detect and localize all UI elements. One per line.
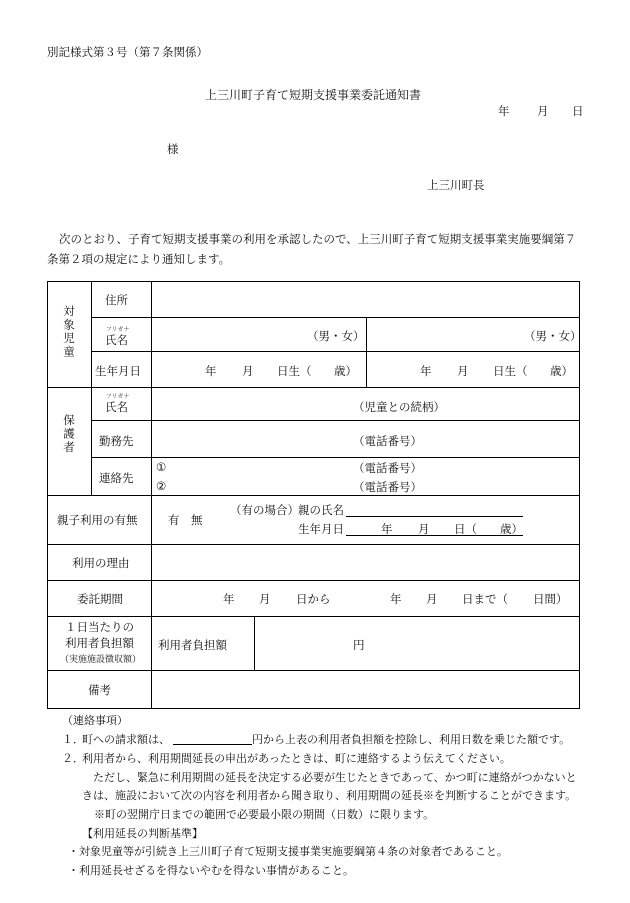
contact-2-phone-label: （電話番号） bbox=[353, 480, 422, 494]
note-2-line3: きは、施設において次の内容を利用者から聞き取り、利用期間の延長※を判断することができます。 bbox=[82, 789, 577, 802]
period-days: 日間） bbox=[533, 592, 568, 606]
note-1-prefix: 町への請求額は、 bbox=[82, 733, 170, 746]
guardian-group-label: 保護者 bbox=[62, 414, 76, 455]
birthdate-label: 生年月日 bbox=[95, 364, 141, 378]
note-1-suffix: 円から上表の利用者負担額を控除し、利用日数を乗じた額です。 bbox=[252, 733, 571, 746]
work-phone-label: （電話番号） bbox=[353, 434, 422, 448]
period-label: 委託期間 bbox=[77, 592, 123, 606]
cost-label-line2: 利用者負担額 bbox=[65, 636, 134, 650]
remarks-label: 備考 bbox=[88, 683, 111, 697]
child-name-ruby: フリガナ bbox=[106, 327, 130, 333]
cost-label-line1: １日当たりの bbox=[65, 620, 134, 634]
parent-case-label: （有の場合） bbox=[230, 503, 299, 517]
issuer: 上三川町長 bbox=[427, 178, 485, 192]
work-label: 勤務先 bbox=[99, 434, 134, 448]
form-id: 別記様式第３号（第７条関係） bbox=[47, 45, 208, 59]
criteria-2: ・利用延長せざるを得ないやむを得ない事情があること。 bbox=[68, 864, 354, 877]
period-start-year: 年 bbox=[223, 592, 235, 606]
period-end-year: 年 bbox=[390, 592, 402, 606]
parent-age: 歳） bbox=[500, 522, 523, 536]
birth-age-1: 歳） bbox=[334, 364, 357, 378]
note-2-number: ２． bbox=[62, 752, 84, 765]
criteria-heading: 【利用延長の判断基準】 bbox=[82, 827, 203, 840]
parent-name-label: 親の氏名 bbox=[298, 503, 344, 517]
date-month-label: 月 bbox=[537, 104, 549, 118]
child-name-label: 氏名 bbox=[105, 333, 128, 347]
notes-heading: （連絡事項） bbox=[62, 714, 128, 727]
note-1-number: １． bbox=[62, 733, 84, 746]
contact-1: ① bbox=[156, 460, 167, 474]
guardian-name-ruby: フリガナ bbox=[106, 394, 130, 400]
child-group-label: 対象児童 bbox=[62, 305, 76, 359]
guardian-name-label: 氏名 bbox=[105, 400, 128, 414]
birth-age-2: 歳） bbox=[550, 364, 573, 378]
parent-use-label: 親子利用の有無 bbox=[57, 513, 138, 527]
cost-unit: 円 bbox=[353, 638, 365, 652]
application-table bbox=[47, 281, 580, 709]
parent-use-options: 有 無 bbox=[168, 513, 203, 527]
date-year-label: 年 bbox=[498, 104, 510, 118]
relation-label: （児童との続柄） bbox=[353, 400, 445, 414]
birth-month-1: 月 bbox=[242, 364, 254, 378]
child-sex-option-1: （男・女） bbox=[307, 329, 365, 343]
address-label: 住所 bbox=[105, 293, 128, 307]
recipient-suffix: 様 bbox=[167, 142, 179, 156]
contact-label: 連絡先 bbox=[99, 471, 134, 485]
birth-year-2: 年 bbox=[420, 364, 432, 378]
intro-paragraph: 次のとおり、子育て短期支援事業の利用を承認したので、上三川町子育て短期支援事業実施要綱第７条第２項の規定により通知します。 bbox=[47, 232, 577, 266]
period-end-month: 月 bbox=[426, 592, 438, 606]
period-start-month: 月 bbox=[259, 592, 271, 606]
parent-birth-label: 生年月日 bbox=[298, 522, 344, 536]
birth-month-2: 月 bbox=[457, 364, 469, 378]
contact-2: ② bbox=[156, 479, 167, 493]
birth-year-1: 年 bbox=[205, 364, 217, 378]
parent-birth-month: 月 bbox=[418, 522, 430, 536]
period-end-day: 日まで（ bbox=[462, 592, 508, 606]
cost-label-line3: （実施施設徴収額） bbox=[60, 655, 142, 665]
child-sex-option-2: （男・女） bbox=[524, 329, 582, 343]
parent-birth-year: 年 bbox=[381, 522, 393, 536]
note-2-line4: ※町の翌開庁日までの範囲で必要最小限の期間（日数）に限ります。 bbox=[94, 808, 435, 821]
reason-label: 利用の理由 bbox=[72, 556, 130, 570]
criteria-1: ・対象児童等が引続き上三川町子育て短期支援事業実施要綱第４条の対象者であること。 bbox=[68, 845, 508, 858]
note-2-line1: 利用者から、利用期間延長の申出があったときは、町に連絡するよう伝えてください。 bbox=[82, 752, 511, 765]
date-day-label: 日 bbox=[572, 104, 584, 118]
note-2-line2: ただし、緊急に利用期間の延長を決定する必要が生じたときであって、かつ町に連絡がつかないと bbox=[93, 771, 577, 784]
period-start-day: 日から bbox=[296, 592, 331, 606]
birth-day-1: 日生（ bbox=[277, 364, 312, 378]
document-title: 上三川町子育て短期支援事業委託通知書 bbox=[205, 88, 422, 102]
parent-birth-day: 日（ bbox=[454, 522, 477, 536]
cost-sub-label: 利用者負担額 bbox=[158, 638, 227, 652]
contact-1-phone-label: （電話番号） bbox=[353, 461, 422, 475]
birth-day-2: 日生（ bbox=[493, 364, 528, 378]
